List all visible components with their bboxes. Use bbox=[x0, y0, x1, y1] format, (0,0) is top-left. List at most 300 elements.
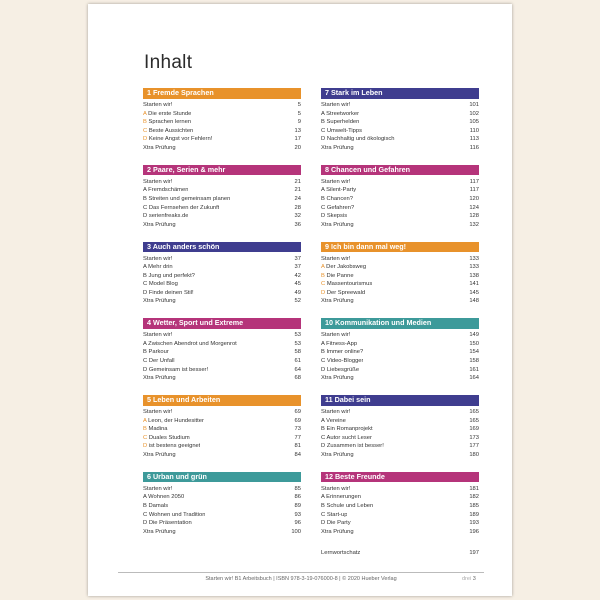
toc-entry-page: 177 bbox=[469, 443, 479, 450]
toc-entry-page: 69 bbox=[294, 417, 301, 424]
toc-entry-page: 185 bbox=[469, 502, 479, 509]
toc-entry-page: 182 bbox=[469, 494, 479, 501]
toc-entry-page: 21 bbox=[294, 178, 301, 185]
toc-entry-page: 42 bbox=[294, 272, 301, 279]
toc-entry-page: 165 bbox=[469, 409, 479, 415]
toc-entry-marker: C bbox=[143, 434, 148, 441]
chapter-heading[interactable]: 12 Beste Freunde bbox=[321, 472, 479, 483]
toc-entry[interactable] bbox=[143, 101, 301, 110]
chapter-heading[interactable]: 2 Paare, Serien & mehr bbox=[143, 165, 301, 176]
toc-entry-title: Madina bbox=[148, 426, 168, 433]
toc-entry-title: Wohnen und Tradition bbox=[148, 511, 206, 518]
toc-entry[interactable] bbox=[321, 204, 479, 213]
toc-entry[interactable] bbox=[143, 502, 301, 511]
toc-entry-marker: B bbox=[143, 119, 147, 126]
toc-entry-label bbox=[321, 340, 357, 349]
toc-entry-label bbox=[321, 297, 354, 306]
chapter-heading[interactable]: 7 Stark im Leben bbox=[321, 88, 479, 99]
toc-column-left bbox=[143, 88, 301, 549]
toc-entry[interactable] bbox=[321, 348, 479, 357]
toc-entry-page: 5 bbox=[297, 102, 301, 108]
toc-entry-label bbox=[143, 357, 175, 366]
toc-entry-label bbox=[143, 425, 168, 434]
toc-entry-title: Autor sucht Leser bbox=[326, 434, 372, 441]
toc-entry-page: 189 bbox=[469, 511, 479, 518]
toc-entry-title: Wohnen 2050 bbox=[148, 494, 185, 501]
toc-entry-label bbox=[143, 204, 219, 213]
toc-entry-label bbox=[143, 178, 172, 187]
toc-entry[interactable] bbox=[321, 255, 479, 264]
toc-entry-marker: B bbox=[321, 119, 325, 126]
toc-entry-marker: B bbox=[143, 426, 147, 433]
toc-entry-marker: C bbox=[321, 358, 326, 365]
toc-entry-title: Gemeinsam ist besser! bbox=[148, 366, 209, 373]
toc-entry-page: 165 bbox=[469, 417, 479, 424]
toc-entry-page: 13 bbox=[294, 127, 301, 134]
toc-entry-label bbox=[321, 348, 363, 357]
toc-entry[interactable] bbox=[143, 511, 301, 520]
toc-entry-title: Start-up bbox=[326, 511, 348, 518]
toc-entry-page: 77 bbox=[294, 434, 301, 441]
toc-entry-label bbox=[321, 442, 384, 451]
toc-entry[interactable] bbox=[143, 297, 301, 306]
toc-entry-page: 141 bbox=[469, 281, 479, 288]
toc-entry-marker: B bbox=[143, 502, 147, 509]
toc-entry-marker: D bbox=[321, 213, 326, 220]
toc-entry-page: 117 bbox=[469, 178, 479, 185]
toc-entry-marker: D bbox=[143, 443, 148, 450]
toc-entry-label bbox=[143, 118, 191, 127]
toc-entry-label bbox=[321, 331, 350, 340]
toc-chapter bbox=[321, 395, 479, 460]
toc-entry-page: 193 bbox=[469, 520, 479, 527]
toc-entry-title: Damals bbox=[148, 502, 169, 509]
toc-entry[interactable] bbox=[143, 340, 301, 349]
toc-entry-label bbox=[321, 204, 354, 213]
toc-extra-page: 197 bbox=[469, 549, 479, 556]
toc-chapter bbox=[143, 242, 301, 307]
toc-entry-title: Zwischen Abendrot und Morgenrot bbox=[148, 340, 237, 347]
toc-entry-page: 113 bbox=[469, 136, 479, 143]
toc-entry[interactable] bbox=[143, 425, 301, 434]
toc-entry-marker: A bbox=[321, 110, 325, 117]
toc-entry[interactable] bbox=[321, 511, 479, 520]
toc-entry-title: Xtra Prüfung bbox=[143, 144, 176, 151]
toc-entry-title: Xtra Prüfung bbox=[143, 451, 176, 458]
toc-entry[interactable] bbox=[143, 357, 301, 366]
toc-entry[interactable] bbox=[143, 289, 301, 298]
toc-entry-label bbox=[321, 434, 372, 443]
toc-entry-page: 24 bbox=[294, 195, 301, 202]
toc-entry-label bbox=[321, 528, 354, 537]
toc-entry-marker: C bbox=[321, 204, 326, 211]
toc-entry-label bbox=[143, 101, 172, 110]
toc-entry-label bbox=[143, 289, 194, 298]
toc-entry-page: 102 bbox=[469, 110, 479, 117]
toc-entry-title: Nachhaltig und ökologisch bbox=[326, 136, 395, 143]
toc-entry-page: 37 bbox=[294, 264, 301, 271]
toc-entry[interactable] bbox=[321, 519, 479, 528]
toc-entry[interactable] bbox=[143, 493, 301, 502]
toc-entry[interactable] bbox=[321, 331, 479, 340]
toc-entry-page: 17 bbox=[294, 136, 301, 143]
chapter-heading[interactable]: 6 Urban und grün bbox=[143, 472, 301, 483]
toc-chapter bbox=[321, 242, 479, 307]
page-number bbox=[462, 576, 476, 582]
toc-entry-title: Schule und Leben bbox=[326, 502, 374, 509]
toc-entry-title: Video-Blogger bbox=[326, 358, 364, 365]
toc-entry[interactable] bbox=[321, 127, 479, 136]
toc-entry[interactable] bbox=[321, 451, 479, 460]
toc-entry-page: 32 bbox=[294, 213, 301, 220]
toc-entry-marker: C bbox=[321, 434, 326, 441]
toc-entry[interactable] bbox=[143, 417, 301, 426]
chapter-heading[interactable]: 1 Fremde Sprachen bbox=[143, 88, 301, 99]
toc-entry[interactable] bbox=[321, 408, 479, 417]
toc-entry-title: Die Präsentation bbox=[148, 520, 192, 527]
toc-entry[interactable] bbox=[143, 272, 301, 281]
toc-entry-page: 116 bbox=[469, 144, 479, 151]
toc-entry[interactable] bbox=[321, 280, 479, 289]
toc-extra-row[interactable] bbox=[321, 549, 479, 558]
toc-entry[interactable] bbox=[143, 178, 301, 187]
toc-entry-page: 128 bbox=[469, 213, 479, 220]
toc-entry-title: Fitness-App bbox=[326, 340, 358, 347]
toc-entry-label bbox=[321, 425, 373, 434]
toc-entry-label bbox=[321, 366, 359, 375]
toc-entry-title: Die Party bbox=[326, 520, 351, 527]
toc-entry-title: Starten wir! bbox=[143, 332, 173, 339]
toc-entry[interactable] bbox=[321, 212, 479, 221]
footer-divider bbox=[118, 572, 484, 573]
page-title: Inhalt bbox=[144, 52, 193, 73]
toc-entry-page: 101 bbox=[469, 102, 479, 108]
toc-entry-title: Gefahren? bbox=[326, 204, 355, 211]
toc-entry-page: 86 bbox=[294, 494, 301, 501]
chapter-heading[interactable]: 4 Wetter, Sport und Extreme bbox=[143, 318, 301, 329]
toc-entry-marker: C bbox=[321, 511, 326, 518]
toc-entry-marker: D bbox=[143, 289, 148, 296]
toc-entry[interactable] bbox=[321, 340, 479, 349]
toc-entry-title: Massentourismus bbox=[326, 281, 373, 288]
toc-entry[interactable] bbox=[143, 528, 301, 537]
toc-entry[interactable] bbox=[321, 374, 479, 383]
toc-entry-title: Xtra Prüfung bbox=[321, 144, 354, 151]
toc-entry[interactable] bbox=[143, 186, 301, 195]
toc-entry-title: Umwelt-Tipps bbox=[326, 127, 363, 134]
toc-entry[interactable] bbox=[143, 442, 301, 451]
toc-entry[interactable] bbox=[321, 135, 479, 144]
toc-entry-page: 120 bbox=[469, 195, 479, 202]
toc-entry-marker: B bbox=[143, 349, 147, 356]
toc-chapter bbox=[321, 318, 479, 383]
chapter-heading[interactable]: 9 Ich bin dann mal weg! bbox=[321, 242, 479, 253]
toc-entry-title: Die Panne bbox=[326, 272, 354, 279]
toc-entry-marker: D bbox=[321, 136, 326, 143]
toc-entry-label bbox=[143, 348, 169, 357]
toc-entry-page: 28 bbox=[294, 204, 301, 211]
toc-entry-label bbox=[321, 221, 354, 230]
toc-entry-label bbox=[321, 178, 350, 187]
toc-entry-title: Der Jakobsweg bbox=[326, 264, 367, 271]
toc-entry-label bbox=[143, 528, 176, 537]
toc-entry[interactable] bbox=[321, 297, 479, 306]
chapter-heading[interactable]: 10 Kommunikation und Medien bbox=[321, 318, 479, 329]
toc-entry-page: 73 bbox=[294, 426, 301, 433]
toc-entry[interactable] bbox=[321, 434, 479, 443]
toc-entry-title: Starten wir! bbox=[321, 332, 351, 339]
toc-entry-marker: D bbox=[143, 213, 148, 220]
toc-entry-title: Streetworker bbox=[326, 110, 360, 117]
toc-entry-label bbox=[143, 135, 212, 144]
toc-entry-title: Xtra Prüfung bbox=[321, 221, 354, 228]
toc-entry-title: Starten wir! bbox=[143, 102, 173, 108]
toc-entry[interactable] bbox=[143, 204, 301, 213]
toc-entry-title: serienfreaks.de bbox=[148, 213, 189, 220]
toc-entry[interactable] bbox=[321, 357, 479, 366]
toc-entry-title: Starten wir! bbox=[321, 178, 351, 185]
toc-entry-page: 53 bbox=[294, 332, 301, 339]
toc-entry[interactable] bbox=[143, 144, 301, 153]
toc-entry-page: 58 bbox=[294, 349, 301, 356]
toc-entry-title: ist bestens geeignet bbox=[148, 443, 201, 450]
toc-entry-marker: D bbox=[321, 520, 326, 527]
toc-entry-page: 158 bbox=[469, 358, 479, 365]
toc-entry-marker: B bbox=[143, 195, 147, 202]
toc-entry-title: Starten wir! bbox=[143, 178, 173, 185]
toc-entry[interactable] bbox=[321, 144, 479, 153]
toc-entry-label bbox=[143, 417, 204, 426]
toc-entry-marker: A bbox=[143, 187, 147, 194]
toc-entry-page: 161 bbox=[469, 366, 479, 373]
toc-entry[interactable] bbox=[321, 272, 479, 281]
toc-entry-label bbox=[143, 493, 184, 502]
toc-entry[interactable] bbox=[143, 195, 301, 204]
toc-entry[interactable] bbox=[321, 485, 479, 494]
toc-entry[interactable] bbox=[143, 348, 301, 357]
toc-entry-marker: C bbox=[143, 204, 148, 211]
toc-entry-page: 110 bbox=[469, 127, 479, 134]
toc-entry-page: 105 bbox=[469, 119, 479, 126]
toc-entry[interactable] bbox=[143, 366, 301, 375]
toc-entry-label bbox=[143, 255, 172, 264]
toc-entry-page: 164 bbox=[469, 375, 479, 382]
toc-entry-title: Model Blog bbox=[148, 281, 178, 288]
toc-chapter bbox=[143, 165, 301, 230]
toc-entry-marker: A bbox=[143, 417, 147, 424]
toc-entry-page: 132 bbox=[469, 221, 479, 228]
toc-entry-label bbox=[321, 417, 346, 426]
toc-entry[interactable] bbox=[143, 451, 301, 460]
toc-entry-label bbox=[321, 212, 347, 221]
toc-entry-title: Vereine bbox=[326, 417, 346, 424]
toc-entry-marker: B bbox=[321, 502, 325, 509]
toc-entry[interactable] bbox=[143, 331, 301, 340]
toc-entry[interactable] bbox=[321, 289, 479, 298]
toc-entry-title: Liebesgrüße bbox=[326, 366, 360, 373]
toc-chapter bbox=[143, 318, 301, 383]
toc-entry-page: 149 bbox=[469, 332, 479, 339]
chapter-heading[interactable]: 11 Dabei sein bbox=[321, 395, 479, 406]
toc-entry-label bbox=[143, 331, 172, 340]
toc-entry-page: 169 bbox=[469, 426, 479, 433]
toc-entry-label bbox=[321, 272, 354, 281]
toc-entry-marker: D bbox=[321, 289, 326, 296]
toc-entry-label bbox=[143, 485, 172, 494]
toc-entry-label bbox=[321, 485, 350, 494]
toc-entry-title: Erinnerungen bbox=[326, 494, 361, 501]
toc-entry-label bbox=[143, 366, 208, 375]
toc-entry-label bbox=[143, 451, 176, 460]
toc-entry[interactable] bbox=[321, 110, 479, 119]
toc-entry[interactable] bbox=[143, 485, 301, 494]
toc-chapter bbox=[321, 472, 479, 537]
toc-entry-label bbox=[143, 110, 191, 119]
toc-entry-title: Zusammen ist besser! bbox=[326, 443, 384, 450]
toc-entry-label bbox=[143, 519, 192, 528]
toc-entry-title: Xtra Prüfung bbox=[143, 298, 176, 305]
toc-entry-label bbox=[321, 511, 347, 520]
toc-entry[interactable] bbox=[143, 408, 301, 417]
toc-entry[interactable] bbox=[143, 212, 301, 221]
page-number-label: drei bbox=[462, 576, 472, 582]
toc-entry[interactable] bbox=[143, 255, 301, 264]
toc-entry-title: Chancen? bbox=[326, 195, 353, 202]
toc-entry[interactable] bbox=[143, 263, 301, 272]
toc-entry-marker: D bbox=[143, 520, 148, 527]
toc-entry-title: Starten wir! bbox=[143, 485, 173, 492]
toc-entry-page: 138 bbox=[469, 272, 479, 279]
toc-entry-title: Xtra Prüfung bbox=[143, 375, 176, 382]
toc-entry-title: Xtra Prüfung bbox=[321, 528, 354, 535]
toc-entry-page: 100 bbox=[291, 528, 301, 535]
toc-entry[interactable] bbox=[321, 263, 479, 272]
toc-entry-title: Finde deinen Stil! bbox=[148, 289, 194, 296]
toc-entry[interactable] bbox=[321, 195, 479, 204]
toc-entry-label bbox=[321, 101, 350, 110]
toc-entry-marker: C bbox=[143, 281, 148, 288]
toc-entry-page: 69 bbox=[294, 409, 301, 415]
toc-entry-title: Immer online? bbox=[326, 349, 364, 356]
toc-entry[interactable] bbox=[143, 127, 301, 136]
toc-entry[interactable] bbox=[321, 101, 479, 110]
toc-entry-label bbox=[321, 289, 365, 298]
toc-chapter bbox=[143, 395, 301, 460]
toc-entry-page: 145 bbox=[469, 289, 479, 296]
toc-entry[interactable] bbox=[321, 118, 479, 127]
toc-entry-title: Keine Angst vor Fehlern! bbox=[148, 136, 213, 143]
toc-entry-label bbox=[143, 408, 172, 417]
toc-entry-title: Xtra Prüfung bbox=[143, 221, 176, 228]
toc-entry-page: 49 bbox=[294, 289, 301, 296]
toc-entry-page: 180 bbox=[469, 451, 479, 458]
toc-entry-label bbox=[321, 263, 366, 272]
toc-entry-label bbox=[321, 502, 373, 511]
toc-entry-label bbox=[143, 442, 200, 451]
toc-entry[interactable] bbox=[143, 110, 301, 119]
toc-entry-marker: C bbox=[321, 281, 326, 288]
toc-entry-page: 148 bbox=[469, 298, 479, 305]
footer-text: Starten wir! B1 Arbeitsbuch | ISBN 978-3-19-076000-8 | © 2020 Hueber Verlag bbox=[205, 576, 397, 582]
toc-entry[interactable] bbox=[143, 374, 301, 383]
toc-entry[interactable] bbox=[321, 425, 479, 434]
toc-entry-label bbox=[321, 144, 354, 153]
toc-entry-title: Starten wir! bbox=[321, 409, 351, 415]
toc-entry[interactable] bbox=[321, 502, 479, 511]
toc-entry[interactable] bbox=[143, 221, 301, 230]
toc-entry-marker: D bbox=[143, 136, 148, 143]
toc-entry-label bbox=[143, 186, 188, 195]
toc-entry-page: 45 bbox=[294, 281, 301, 288]
toc-entry-marker: D bbox=[321, 443, 326, 450]
toc-entry-page: 150 bbox=[469, 340, 479, 347]
toc-entry[interactable] bbox=[321, 417, 479, 426]
toc-entry-marker: A bbox=[143, 264, 147, 271]
toc-entry-title: Jung und perfekt? bbox=[148, 272, 195, 279]
toc-entry-title: Starten wir! bbox=[321, 485, 351, 492]
toc-entry-marker: D bbox=[143, 366, 148, 373]
toc-entry-title: Das Fernsehen der Zukunft bbox=[148, 204, 220, 211]
toc-entry-page: 53 bbox=[294, 340, 301, 347]
toc-entry[interactable] bbox=[143, 519, 301, 528]
toc-entry-title: Starten wir! bbox=[143, 255, 173, 262]
toc-entry-page: 117 bbox=[469, 187, 479, 194]
toc-entry-label bbox=[321, 519, 351, 528]
toc-entry-label bbox=[321, 127, 362, 136]
toc-entry-marker: A bbox=[143, 110, 147, 117]
toc-entry[interactable] bbox=[321, 528, 479, 537]
toc-entry-marker: D bbox=[321, 366, 326, 373]
toc-entry-page: 154 bbox=[469, 349, 479, 356]
toc-entry-page: 133 bbox=[469, 264, 479, 271]
toc-entry[interactable] bbox=[143, 280, 301, 289]
toc-entry[interactable] bbox=[321, 493, 479, 502]
toc-entry-label bbox=[321, 451, 354, 460]
toc-entry-marker: C bbox=[321, 127, 326, 134]
toc-entry-title: Mehr drin bbox=[148, 264, 173, 271]
chapter-heading[interactable]: 3 Auch anders schön bbox=[143, 242, 301, 253]
toc-entry-title: Streiten und gemeinsam planen bbox=[148, 195, 231, 202]
toc-entry-marker: B bbox=[321, 349, 325, 356]
toc-entry-page: 9 bbox=[297, 119, 301, 126]
toc-entry-label bbox=[143, 221, 176, 230]
toc-entry-page: 124 bbox=[469, 204, 479, 211]
toc-entry-page: 61 bbox=[294, 358, 301, 365]
toc-entry[interactable] bbox=[321, 442, 479, 451]
toc-entry[interactable] bbox=[321, 178, 479, 187]
toc-entry[interactable] bbox=[321, 366, 479, 375]
toc-entry[interactable] bbox=[143, 118, 301, 127]
toc-entry-label bbox=[143, 263, 173, 272]
toc-chapter bbox=[321, 88, 479, 153]
toc-entry-marker: B bbox=[321, 272, 325, 279]
chapter-heading[interactable]: 5 Leben und Arbeiten bbox=[143, 395, 301, 406]
toc-entry-label bbox=[143, 340, 237, 349]
toc-entry[interactable] bbox=[143, 135, 301, 144]
chapter-heading[interactable]: 8 Chancen und Gefahren bbox=[321, 165, 479, 176]
toc-entry-marker: C bbox=[143, 511, 148, 518]
toc-entry[interactable] bbox=[321, 221, 479, 230]
toc-entry-page: 133 bbox=[469, 255, 479, 262]
toc-entry[interactable] bbox=[321, 186, 479, 195]
toc-entry-marker: B bbox=[321, 426, 325, 433]
toc-entry-label bbox=[321, 408, 350, 417]
toc-entry-marker: A bbox=[143, 340, 147, 347]
toc-entry-title: Xtra Prüfung bbox=[321, 298, 354, 305]
toc-entry-label bbox=[143, 434, 190, 443]
toc-entry-title: Parkour bbox=[148, 349, 169, 356]
toc-entry[interactable] bbox=[143, 434, 301, 443]
